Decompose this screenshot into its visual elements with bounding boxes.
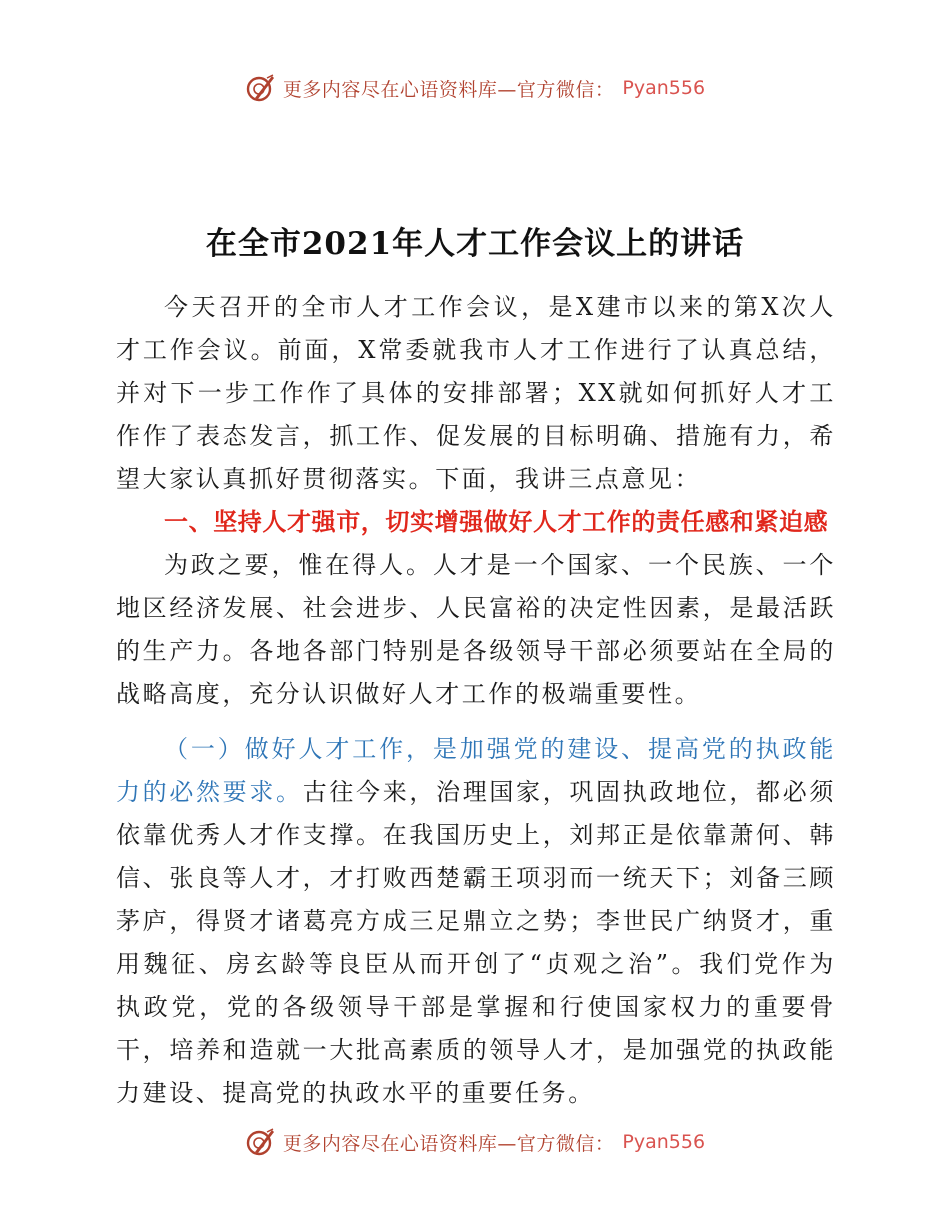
watermark-wechat-id: Pyan556 bbox=[622, 1131, 706, 1153]
quill-logo-icon bbox=[245, 1126, 277, 1158]
watermark-text: 更多内容尽在心语资料库—官方微信： bbox=[282, 1132, 615, 1155]
document-body bbox=[116, 286, 836, 1115]
watermark-text: 更多内容尽在心语资料库—官方微信： bbox=[282, 78, 615, 101]
section-1-heading: 一、坚持人才强市，切实增强做好人才工作的责任感和紧迫感 bbox=[164, 508, 829, 536]
watermark-header bbox=[0, 72, 950, 104]
subsection-1-paragraph bbox=[116, 728, 836, 1115]
document-title: 在全市2021年人才工作会议上的讲话 bbox=[205, 226, 745, 262]
section-1-paragraph: 为政之要，惟在得人。人才是一个国家、一个民族、一个地区经济发展、社会进步、人民富裕的决定性因素，是最活跃的生产力。各地各部门特别是各级领导干部必须要站在全局的战略高度，充分认识做好人才工作的极端重要性。 bbox=[116, 551, 836, 708]
paragraph-gap bbox=[116, 716, 836, 728]
watermark-footer bbox=[0, 1126, 950, 1158]
subsection-1-heading: （一）做好人才工作，是加强党的建设、提高党的执政能力的必然要求。 bbox=[116, 735, 836, 806]
intro-paragraph: 今天召开的全市人才工作会议，是X建市以来的第X次人才工作会议。前面，X常委就我市人才工作进行了认真总结，并对下一步工作作了具体的安排部署；XX就如何抓好人才工作作了表态发言，抓工作、促发展的目标明确、措施有力，希望大家认真抓好贯彻落实。下面，我讲三点意见： bbox=[116, 293, 836, 493]
subsection-1-body: 古往今来，治理国家，巩固执政地位，都必须依靠优秀人才作支撑。在我国历史上，刘邦正是依靠萧何、韩信、张良等人才，才打败西楚霸王项羽而一统天下；刘备三顾茅庐，得贤才诸葛亮方成三足鼎立之势；李世民广纳贤才，重用魏征、房玄龄等良臣从而开创了“贞观之治”。我们党作为执政党，党的各级领导干部是掌握和行使国家权力的重要骨干，培养和造就一大批高素质的领导人才，是加强党的执政能力建设、提高党的执政水平的重要任务。 bbox=[116, 778, 836, 1107]
watermark-wechat-id: Pyan556 bbox=[622, 77, 706, 99]
quill-logo-icon bbox=[245, 72, 277, 104]
